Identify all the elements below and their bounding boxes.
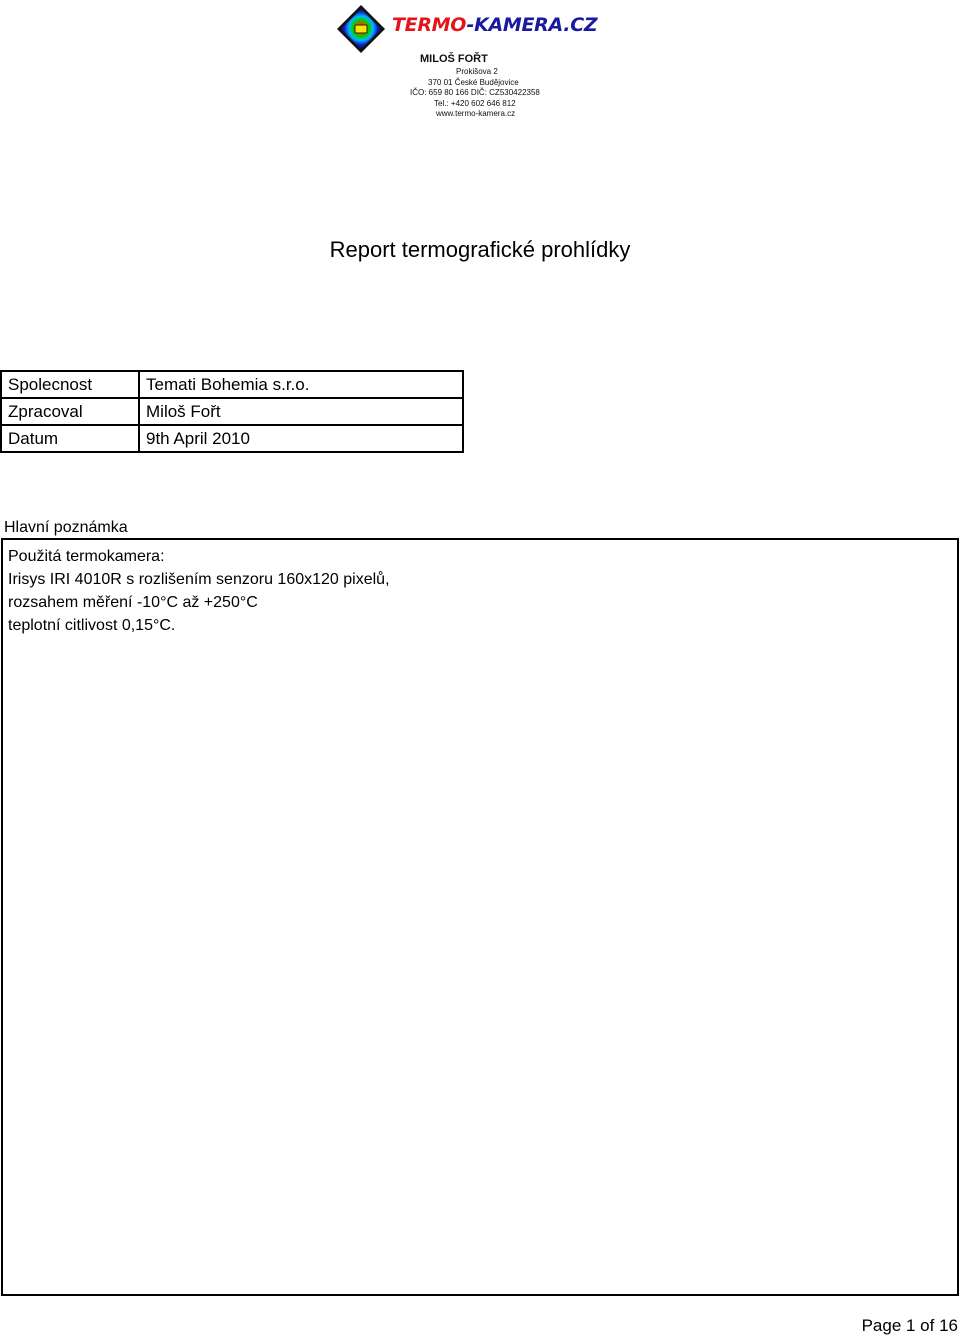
brand-name bbox=[392, 14, 597, 36]
main-note-box bbox=[1, 538, 959, 1296]
thermal-camera-logo-icon bbox=[336, 4, 386, 54]
website-link[interactable]: www.termo-kamera.cz bbox=[436, 109, 516, 118]
date-label: Datum bbox=[1, 425, 139, 452]
note-line: Irisys IRI 4010R s rozlišením senzoru 160x120 pixelů, bbox=[8, 571, 390, 588]
processed-by-label: Zpracoval bbox=[1, 398, 139, 425]
company-logo bbox=[330, 0, 598, 118]
processed-by-value: Miloš Fořt bbox=[139, 398, 463, 425]
owner-name: MILOŠ FOŘT bbox=[420, 53, 488, 65]
contact-info bbox=[370, 52, 610, 120]
main-note-label: Hlavní poznámka bbox=[4, 519, 128, 536]
table-row bbox=[1, 425, 463, 452]
brand-name-prefix: TERMO bbox=[392, 14, 467, 36]
brand-name-suffix: -KAMERA.CZ bbox=[466, 14, 598, 36]
main-note-text bbox=[8, 545, 390, 637]
note-line: teplotní citlivost 0,15°C. bbox=[8, 617, 176, 634]
table-row bbox=[1, 371, 463, 398]
report-info-table bbox=[0, 370, 464, 453]
company-value: Temati Bohemia s.r.o. bbox=[139, 371, 463, 398]
note-line: Použitá termokamera: bbox=[8, 548, 165, 565]
phone-number: Tel.: +420 602 646 812 bbox=[434, 98, 516, 108]
date-value: 9th April 2010 bbox=[139, 425, 463, 452]
address-street: Prokišova 2 bbox=[456, 67, 498, 76]
note-line: rozsahem měření -10°C až +250°C bbox=[8, 594, 258, 611]
report-title: Report termografické prohlídky bbox=[329, 237, 631, 262]
company-ids: IČO: 659 80 166 DIČ: CZ530422358 bbox=[410, 88, 540, 97]
table-row bbox=[1, 398, 463, 425]
company-label: Spolecnost bbox=[1, 371, 139, 398]
address-city: 370 01 České Budějovice bbox=[428, 77, 519, 87]
page-number: Page 1 of 16 bbox=[861, 1316, 958, 1335]
